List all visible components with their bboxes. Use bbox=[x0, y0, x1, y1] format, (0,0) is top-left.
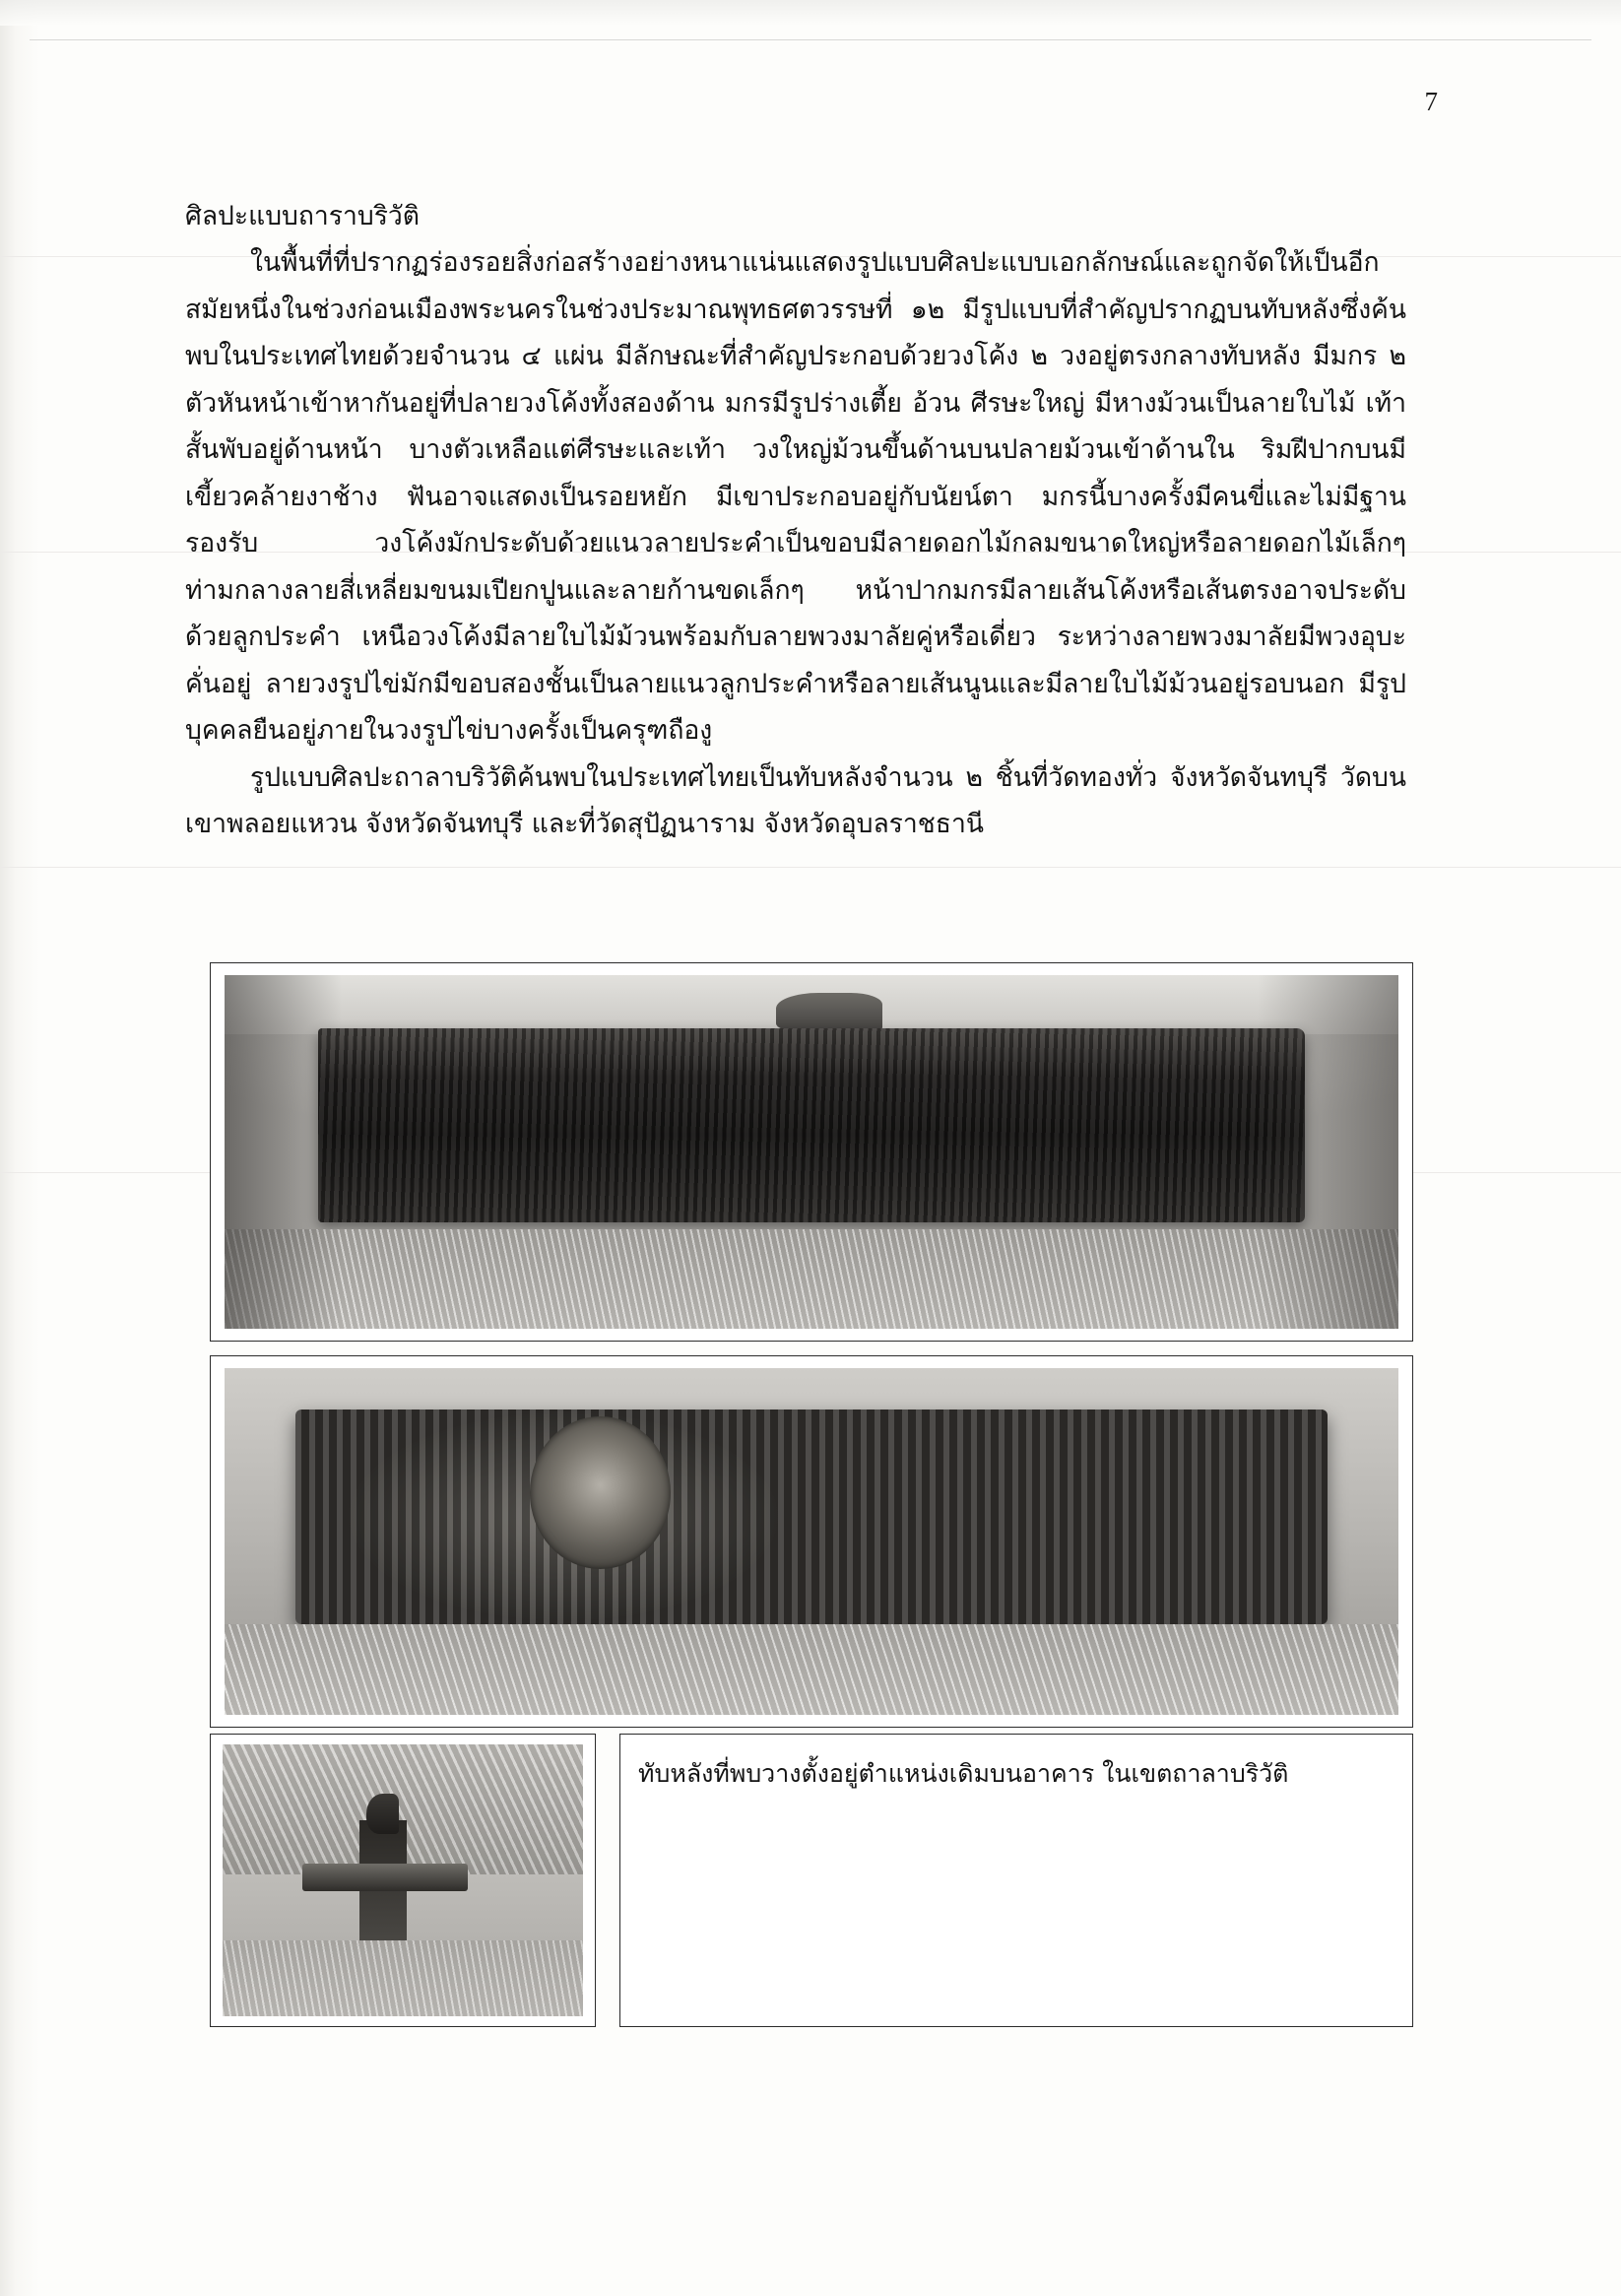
section-heading: ศิลปะแบบถาราบริวัติ bbox=[185, 201, 421, 231]
paragraph-1: ในพื้นที่ที่ปรากฏร่องรอยสิ่งก่อสร้างอย่างหนาแน่นแสดงรูปแบบศิลปะแบบเอกลักษณ์และถูกจัดให้เป็นอีกสมัยหนึ่งในช่วงก่อนเมืองพระนครในช่วงประมาณพุทธศตวรรษที่ ๑๒ มีรูปแบบที่สำคัญปรากฏบนทับหลังซึ่งค้นพบในประเทศไทยด้วยจำนวน ๔ แผ่น มีลักษณะที่สำคัญประกอบด้วยวงโค้ง ๒ วงอยู่ตรงกลางทับหลัง มีมกร ๒ ตัวหันหน้าเข้าหากันอยู่ที่ปลายวงโค้งทั้งสองด้าน มกรมีรูปร่างเตี้ย อ้วน ศีรษะใหญ่ มีหางม้วนเป็นลายใบไม้ เท้าสั้นพับอยู่ด้านหน้า บางตัวเหลือแต่ศีรษะและเท้า วงใหญ่ม้วนขึ้นด้านบนปลายม้วนเข้าด้านใน ริมฝีปากบนมีเขี้ยวคล้ายงาช้าง ฟันอาจแสดงเป็นรอยหยัก มีเขาประกอบอยู่กับนัยน์ตา มกรนี้บางครั้งมีคนขี่และไม่มีฐานรองรับ วงโค้งมักประดับด้วยแนวลายประคำเป็นขอบมีลายดอกไม้กลมขนาดใหญ่หรือลายดอกไม้เล็กๆ ท่ามกลางลายสี่เหลี่ยมขนมเปียกปูนและลายก้านขดเล็กๆ หน้าปากมกรมีลายเส้นโค้งหรือเส้นตรงอาจประดับด้วยลูกประคำ เหนือวงโค้งมีลายใบไม้ม้วนพร้อมกับลายพวงมาลัยคู่หรือเดี่ยว ระหว่างลายพวงมาลัยมีพวงอุบะคั่นอยู่ ลายวงรูปไข่มักมีขอบสองชั้นเป็นลายแนวลูกประคำหรือลายเส้นนูนและมีลายใบไม้ม้วนอยู่รอบนอก มีรูปบุคคลยืนอยู่ภายในวงรูปไข่บางครั้งเป็นครุฑถืองู bbox=[185, 247, 1406, 746]
figure-lintel-in-situ bbox=[210, 962, 1413, 1342]
scan-edge-shadow-left bbox=[0, 0, 39, 2296]
scan-edge-shadow-top bbox=[0, 0, 1621, 26]
scan-artifact-band bbox=[0, 867, 1621, 868]
figure-lintel-on-building bbox=[210, 1734, 596, 2027]
scan-artifact-line bbox=[30, 39, 1591, 40]
figure-column bbox=[210, 962, 1413, 1728]
figure-lintel-carving bbox=[210, 1355, 1413, 1728]
figure-caption-text: ทับหลังที่พบวางตั้งอยู่ตำแหน่งเดิมบนอาคาร ในเขตถาลาบริวัติ bbox=[638, 1759, 1289, 1788]
page-number: 7 bbox=[1424, 87, 1438, 116]
body-text bbox=[185, 193, 1406, 848]
figure-lintel-in-situ-photo bbox=[225, 975, 1398, 1329]
figure-caption-row bbox=[210, 1734, 1413, 2027]
figure-lintel-on-building-photo bbox=[223, 1744, 583, 2016]
figure-caption-box bbox=[619, 1734, 1413, 2027]
figure-lintel-carving-photo bbox=[225, 1368, 1398, 1715]
paragraph-2: รูปแบบศิลปะถาลาบริวัติค้นพบในประเทศไทยเป็นทับหลังจำนวน ๒ ชิ้นที่วัดทองทั่ว จังหวัดจันทบุรี วัดบนเขาพลอยแหวน จังหวัดจันทบุรี และที่วัดสุปัฏนาราม จังหวัดอุบลราชธานี bbox=[185, 761, 1406, 839]
